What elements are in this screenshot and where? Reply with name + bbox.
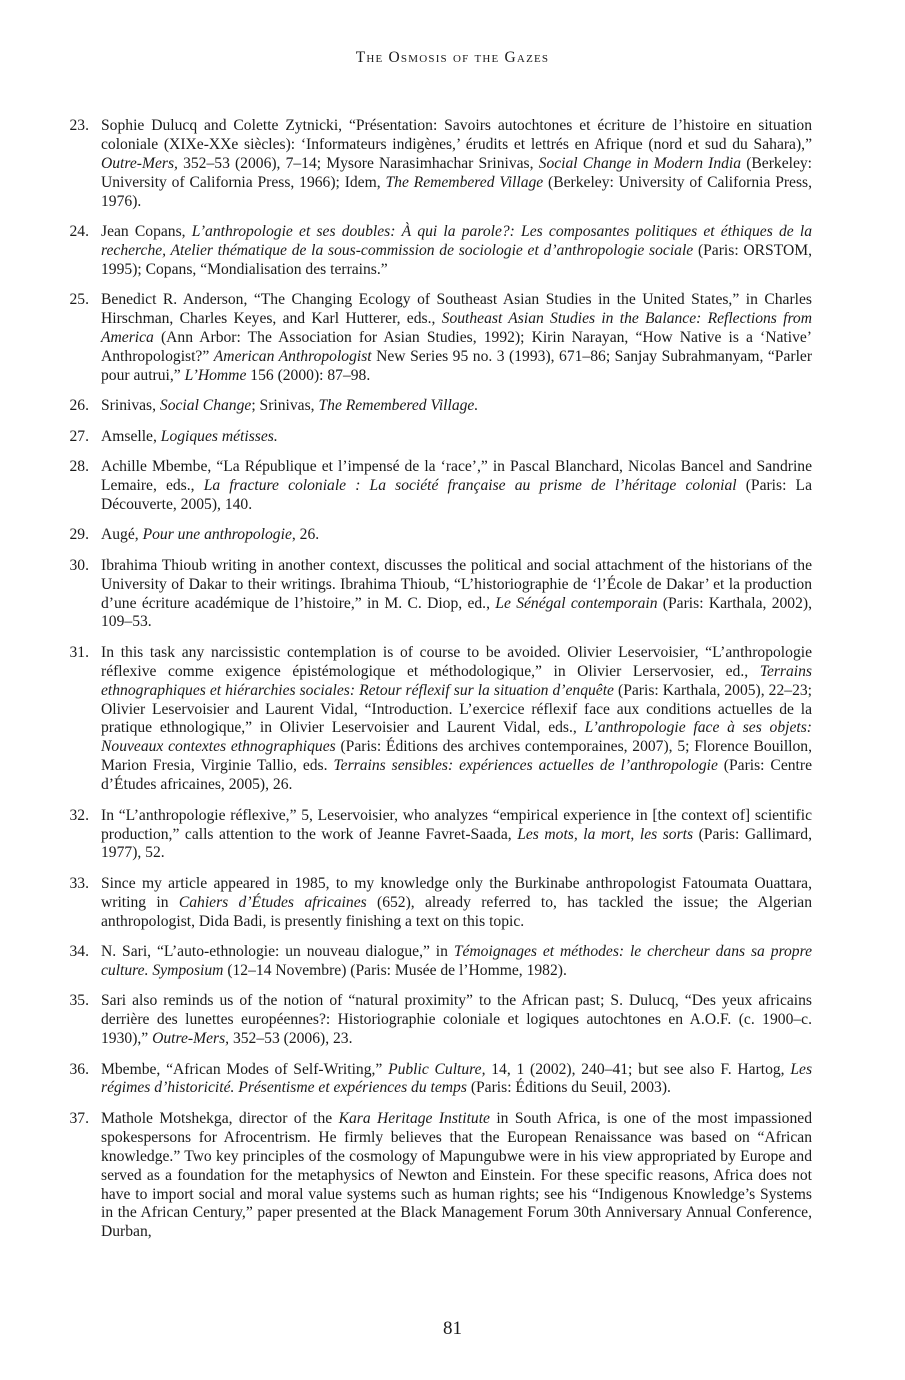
endnote-number: 27.	[69, 427, 89, 445]
text-run: (Berkeley: University of California Press, 1976).	[101, 173, 813, 210]
italic-title: Southeast Asian Studies in the Balance: Reflections from America	[101, 310, 812, 347]
endnote-number: 28.	[69, 458, 89, 476]
italic-title: Témoignages et méthodes: le chercheur dans sa propre culture. Symposium	[101, 943, 813, 979]
endnote-text	[101, 291, 812, 384]
text-run: In “L’anthropologie réflexive,” 5, Leservoisier, who analyzes “empirical experience in [the context of] scientific production,” calls attention to the work of Jeanne Favret-Saada,	[101, 806, 812, 843]
text-run: (Paris: Karthala, 2005), 22–23; Olivier Leservoisier and Laurent Vidal, “Introduction. L’exercice réflexif face aux conditions actuelles de la pratique ethnologique,” in Olivier Leservoisier and Laurent Vidal, eds.,	[101, 681, 813, 737]
endnote	[61, 943, 812, 981]
text-run: Benedict R. Anderson, “The Changing Ecology of Southeast Asian Studies in the United States,” in Charles Hirschman, Charles Keyes, and Karl Hutterer, eds.,	[101, 291, 812, 328]
text-run: in South Africa, is one of the most impassioned spokespersons for Afrocentrism. He firmly believes that the European Renaissance was based on “African knowledge.” Two key principles of the cosmology of Mapungubwe were in his view appropriated by Europe and served as a foundation for the metaphysics of Newton and Einstein. For these specific reasons, Africa does not have to import social and moral value systems such as human rights; see his “Indigenous Knowledge’s Systems in the African Century,” paper presented at the Black Management Forum 30th Anniversary Annual Conference, Durban,	[101, 1109, 812, 1241]
text-run: (12–14 Novembre) (Paris: Musée de l’Homme, 1982).	[223, 961, 567, 979]
endnote	[61, 644, 812, 795]
endnote	[61, 1110, 812, 1242]
endnote-number: 26.	[69, 397, 89, 415]
endnote	[61, 1061, 812, 1099]
endnote-number: 30.	[69, 556, 89, 574]
text-run: Mathole Motshekga, director of the	[101, 1109, 339, 1127]
endnote	[61, 992, 812, 1049]
endnote-number: 35.	[69, 992, 89, 1010]
italic-title: Social Change in Modern India	[538, 154, 742, 172]
endnote-text	[101, 117, 812, 210]
text-run: ; Srinivas,	[251, 397, 319, 415]
endnote	[61, 526, 812, 545]
endnote	[61, 458, 812, 515]
text-run: Achille Mbembe, “La République et l’impensé de la ‘race’,” in Pascal Blanchard, Nicolas Bancel and Sandrine Lemaire, eds.,	[101, 458, 812, 494]
italic-title: Terrains sensibles: expériences actuelles de l’anthropologie	[333, 757, 718, 775]
endnote	[61, 223, 812, 280]
endnote-number: 34.	[69, 943, 89, 961]
endnote	[61, 875, 812, 932]
endnote-number: 25.	[69, 291, 89, 309]
italic-title: Le Sénégal contemporain	[495, 594, 658, 612]
endnote-text	[101, 397, 478, 414]
italic-title: L’anthropologie face à ses objets: Nouveaux contextes ethnographiques	[101, 719, 812, 756]
text-run: (Paris: Centre d’Études africaines, 2005), 26.	[101, 757, 812, 794]
italic-title: Social Change	[159, 397, 252, 415]
endnote-text	[101, 557, 812, 631]
italic-title: The Remembered Village.	[318, 397, 479, 415]
endnote	[61, 291, 812, 386]
text-run: Augé,	[101, 526, 143, 544]
text-run: Mbembe, “African Modes of Self-Writing,”	[101, 1060, 389, 1078]
italic-title: Pour une anthropologie	[142, 526, 292, 544]
text-run: 352–53 (2006), 7–14; Mysore Narasimhachar Srinivas,	[177, 154, 539, 172]
endnote-text	[101, 223, 812, 278]
endnote-number: 23.	[69, 117, 89, 134]
endnote-text	[101, 1110, 812, 1240]
text-run: (Paris: Karthala, 2002), 109–53.	[101, 594, 812, 631]
text-run: In this task any narcissistic contemplation is of course to be avoided. Olivier Leservoisier, “L’anthropologie réflexive comme exigence épistémologique et méthodologique,” in Olivier Lerservosier, ed.,	[101, 643, 812, 680]
text-run: N. Sari, “L’auto-ethnologie: un nouveau dialogue,” in	[101, 943, 454, 961]
endnote	[61, 397, 812, 416]
text-run: Sophie Dulucq and Colette Zytnicki, “Présentation: Savoirs autochtones et écriture de l’histoire en situation coloniale (XIXe-XXe siècles): ‘Informateurs indigènes,’ érudits et lettrés en Afrique (nord et sud du Sahara),”	[101, 117, 812, 153]
italic-title: Cahiers d’Études africaines	[178, 893, 367, 911]
text-run: (Ann Arbor: The Association for Asian Studies, 1992); Kirin Narayan, “How Native is a ‘Native’ Anthropologist?”	[101, 329, 812, 365]
text-run: Since my article appeared in 1985, to my knowledge only the Burkinabe anthropologist Fatoumata Ouattara, writing in	[101, 874, 812, 911]
endnote-text	[101, 943, 812, 979]
text-run: (Paris: Éditions des archives contemporaines, 2007), 5; Florence Bouillon, Marion Fresia, Virginie Tallio, eds.	[101, 738, 813, 775]
italic-title: L’anthropologie et ses doubles: À qui la parole?: Les composantes politiques et éthiques de la recherche, Atelier thématique de la sous-commission de sociologie et d’anthropologie sociale	[101, 223, 812, 259]
endnote	[61, 557, 812, 633]
endnote-number: 32.	[69, 806, 89, 824]
text-run: Srinivas,	[101, 397, 160, 415]
text-run: (Paris: Éditions du Seuil, 2003).	[466, 1079, 671, 1097]
running-head: The Osmosis of the Gazes	[355, 49, 550, 66]
text-run: Ibrahima Thioub writing in another context, discusses the political and social attachment of the historians of the University of Dakar to their writings. Ibrahima Thioub, “L’historiographie de ‘l’École de Dakar’ et la production d’une écriture académique de l’histoire,” in M. C. Diop, ed.,	[101, 556, 812, 612]
endnote-number: 31.	[69, 643, 89, 661]
italic-title: Outre-Mers,	[152, 1030, 230, 1048]
endnote-text	[101, 428, 278, 445]
endnote-text	[101, 526, 319, 543]
endnote	[61, 428, 812, 447]
endnote-number: 36.	[69, 1060, 89, 1078]
text-run: (Paris: ORSTOM, 1995); Copans, “Mondialisation des terrains.”	[101, 241, 812, 278]
text-run: 14, 1 (2002), 240–41; but see also F. Hartog,	[485, 1060, 791, 1078]
endnote	[61, 117, 812, 212]
text-run: Jean Copans,	[101, 223, 192, 241]
text-run: Sari also reminds us of the notion of “natural proximity” to the African past; S. Dulucq, “Des yeux africains derrière des lunettes européennes?: Historiographie coloniale et logiques autochtones en A.O.F. (c. 1900–c. 1930),”	[101, 992, 812, 1048]
text-run: 156 (2000): 87–98.	[246, 366, 371, 384]
endnote-text	[101, 1061, 812, 1097]
italic-title: American Anthropologist	[213, 347, 372, 365]
endnotes-list	[61, 117, 812, 1254]
text-run: New Series 95 no. 3 (1993), 671–86; Sanjay Subrahmanyam, “Parler pour autrui,”	[101, 347, 813, 384]
text-run: (Paris: La Découverte, 2005), 140.	[101, 477, 812, 513]
italic-title: Public Culture,	[388, 1060, 486, 1078]
endnote-number: 37.	[69, 1109, 89, 1127]
italic-title: Outre-Mers,	[101, 154, 178, 172]
page-number: 81	[443, 1318, 462, 1339]
text-run: (Berkeley: University of California Press, 1966); Idem,	[101, 154, 813, 191]
text-run: 352–53 (2006), 23.	[229, 1030, 353, 1048]
endnote-text	[101, 644, 812, 793]
italic-title: Terrains ethnographiques et hiérarchies sociales: Retour réflexif sur la situation d’enquête	[101, 662, 812, 699]
endnote-number: 29.	[69, 526, 89, 544]
endnote-text	[101, 992, 812, 1047]
text-run: (652), already referred to, has tackled the issue; the Algerian anthropologist, Dida Badi, is presently finishing a text on this topic.	[101, 893, 812, 930]
italic-title: The Remembered Village	[385, 173, 544, 191]
endnote-text	[101, 458, 812, 513]
italic-title: La fracture coloniale : La société française au prisme de l’héritage colonial	[203, 477, 737, 494]
italic-title: Les mots, la mort, les sorts	[517, 825, 694, 843]
endnote	[61, 807, 812, 864]
italic-title: Logiques métisses.	[160, 427, 278, 445]
endnote-text	[101, 807, 812, 862]
endnote-text	[101, 875, 812, 930]
italic-title: L’Homme	[184, 366, 247, 384]
text-run: (Paris: Gallimard, 1977), 52.	[101, 825, 812, 862]
italic-title: Kara Heritage Institute	[338, 1109, 490, 1127]
endnote-number: 33.	[69, 874, 89, 892]
endnote-number: 24.	[69, 223, 89, 241]
italic-title: Les régimes d’historicité. Présentisme et expériences du temps	[101, 1060, 813, 1097]
text-run: , 26.	[291, 526, 320, 544]
text-run: Amselle,	[101, 427, 161, 445]
